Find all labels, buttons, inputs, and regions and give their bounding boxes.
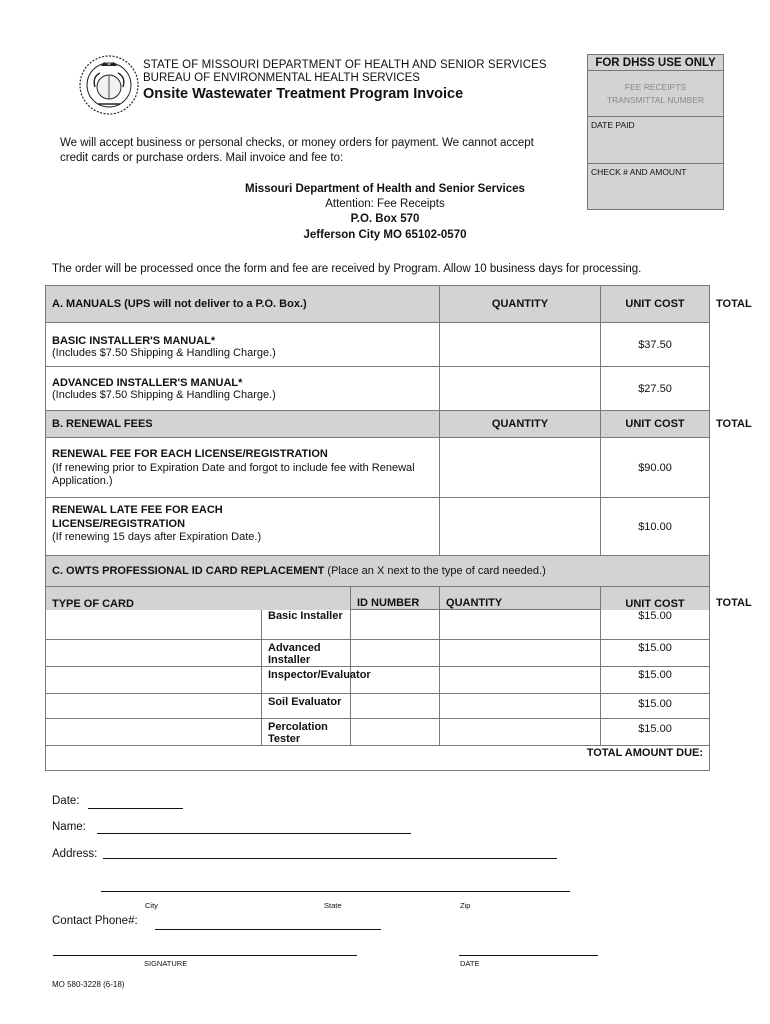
payment-instructions: We will accept business or personal checks, or money orders for payment. We cannot accept credit cards or purchase orders. Mail invoice and fee to: xyxy=(60,137,534,164)
signature-date-label: DATE xyxy=(460,959,480,968)
missouri-seal-icon xyxy=(78,54,140,116)
check-amount-label: CHECK # AND AMOUNT xyxy=(591,167,687,177)
fee-receipts-label: FEE RECEIPTS xyxy=(624,82,687,92)
unit-cost: $15.00 xyxy=(601,610,710,640)
card-row xyxy=(46,610,710,640)
card-type-label: Advanced Installer xyxy=(262,640,351,667)
section-b-header: B. RENEWAL FEES QUANTITY UNIT COST TOTAL xyxy=(46,411,710,438)
item-note: (If renewing prior to Expiration Date and forgot to include fee with Renewal Application.) xyxy=(52,461,415,487)
unit-cost: $15.00 xyxy=(601,667,710,694)
unit-cost: $37.50 xyxy=(601,323,710,367)
section-a-header: A. MANUALS (UPS will not deliver to a P.O. Box.) QUANTITY UNIT COST TOTAL xyxy=(46,286,710,323)
signature-date-field[interactable] xyxy=(459,955,598,956)
bureau-name: BUREAU OF ENVIRONMENTAL HEALTH SERVICES xyxy=(143,72,420,84)
unit-cost: $15.00 xyxy=(601,640,710,667)
item-name: BASIC INSTALLER'S MANUAL* xyxy=(52,335,216,347)
col-quantity: QUANTITY xyxy=(440,587,601,610)
section-c-columns: TYPE OF CARD ID NUMBER QUANTITY UNIT COST TOTAL xyxy=(46,587,710,610)
card-checkbox[interactable] xyxy=(46,719,262,746)
invoice-title: Onsite Wastewater Treatment Program Invoice xyxy=(143,86,464,102)
dhss-box-title: FOR DHSS USE ONLY xyxy=(588,55,723,71)
item-basic-manual xyxy=(46,323,440,367)
signature-label: SIGNATURE xyxy=(144,959,188,968)
signature-field[interactable] xyxy=(53,955,357,956)
unit-cost: $10.00 xyxy=(601,498,710,556)
item-name: RENEWAL FEE FOR EACH LICENSE/REGISTRATION xyxy=(52,448,328,460)
processing-note: The order will be processed once the form and fee are received by Program. Allow 10 business days for processing. xyxy=(52,263,642,275)
section-a-title: A. MANUALS (UPS will not deliver to a P.O. Box.) xyxy=(46,286,440,323)
card-type-label: Inspector/Evaluator xyxy=(262,667,351,694)
date-label: Date: xyxy=(52,795,80,807)
card-type-label: Basic Installer xyxy=(262,610,351,640)
quantity-input[interactable] xyxy=(440,640,601,667)
total-amount-due-label: TOTAL AMOUNT DUE: xyxy=(46,746,710,771)
item-note: (Includes $7.50 Shipping & Handling Charge.) xyxy=(52,389,276,401)
zip-label: Zip xyxy=(460,901,471,910)
section-c-title xyxy=(46,556,710,587)
card-checkbox[interactable] xyxy=(46,640,262,667)
item-renewal-fee xyxy=(46,438,440,498)
col-quantity: QUANTITY xyxy=(440,411,601,438)
state-label: State xyxy=(324,901,342,910)
table-row xyxy=(46,438,710,498)
card-row xyxy=(46,694,710,719)
section-b-title: B. RENEWAL FEES xyxy=(46,411,440,438)
unit-cost: $90.00 xyxy=(601,438,710,498)
section-c-title-note: (Place an X next to the type of card needed.) xyxy=(324,565,546,577)
quantity-input[interactable] xyxy=(440,367,601,411)
id-number-input[interactable] xyxy=(351,719,440,746)
form-number: MO 580-3228 (6-18) xyxy=(52,980,125,989)
card-type-label: Percolation Tester xyxy=(262,719,351,746)
card-type-label: Soil Evaluator xyxy=(262,694,351,719)
id-number-input[interactable] xyxy=(351,694,440,719)
contact-phone-label: Contact Phone#: xyxy=(52,915,138,927)
item-name: ADVANCED INSTALLER'S MANUAL* xyxy=(52,377,243,389)
col-quantity: QUANTITY xyxy=(440,286,601,323)
check-amount-field xyxy=(588,164,723,180)
col-unit-cost: UNIT COST xyxy=(601,411,710,438)
quantity-input[interactable] xyxy=(440,323,601,367)
item-note: (Includes $7.50 Shipping & Handling Charge.) xyxy=(52,347,276,359)
col-unit-cost: UNIT COST xyxy=(601,587,710,610)
unit-cost: $15.00 xyxy=(601,694,710,719)
date-paid-label: DATE PAID xyxy=(591,120,635,130)
card-row xyxy=(46,667,710,694)
transmittal-number-label: TRANSMITTAL NUMBER xyxy=(606,95,705,105)
agency-name: STATE OF MISSOURI DEPARTMENT OF HEALTH AND SENIOR SERVICES xyxy=(143,59,547,71)
section-c-title-text: C. OWTS PROFESSIONAL ID CARD REPLACEMENT xyxy=(52,565,325,577)
card-checkbox[interactable] xyxy=(46,610,262,640)
quantity-input[interactable] xyxy=(440,667,601,694)
item-advanced-manual xyxy=(46,367,440,411)
quantity-input[interactable] xyxy=(440,610,601,640)
mail-org: Missouri Department of Health and Senior Services xyxy=(245,183,525,195)
contact-phone-field[interactable] xyxy=(155,929,381,930)
invoice-table xyxy=(45,285,752,771)
address-field[interactable] xyxy=(103,858,557,859)
quantity-input[interactable] xyxy=(440,719,601,746)
quantity-input[interactable] xyxy=(440,498,601,556)
item-note: (If renewing 15 days after Expiration Date.) xyxy=(52,531,262,543)
col-id-number: ID NUMBER xyxy=(351,587,440,610)
mail-box: P.O. Box 570 xyxy=(350,213,420,225)
mail-attention: Attention: Fee Receipts xyxy=(325,198,445,210)
card-row xyxy=(46,640,710,667)
col-unit-cost: UNIT COST xyxy=(601,286,710,323)
table-row xyxy=(46,323,710,367)
city-label: City xyxy=(145,901,158,910)
total-row xyxy=(46,746,710,771)
fee-receipts-field xyxy=(588,71,723,117)
name-field[interactable] xyxy=(97,833,411,834)
date-field[interactable] xyxy=(88,808,183,809)
city-state-zip-field[interactable] xyxy=(101,891,570,892)
address-label: Address: xyxy=(52,848,98,860)
card-checkbox[interactable] xyxy=(46,667,262,694)
col-type-of-card: TYPE OF CARD xyxy=(46,587,351,610)
item-renewal-late-fee xyxy=(46,498,440,556)
unit-cost: $27.50 xyxy=(601,367,710,411)
date-paid-field xyxy=(588,117,723,164)
quantity-input[interactable] xyxy=(440,438,601,498)
table-row xyxy=(46,498,710,556)
card-row xyxy=(46,719,710,746)
name-label: Name: xyxy=(52,821,86,833)
id-number-input[interactable] xyxy=(351,640,440,667)
id-number-input[interactable] xyxy=(351,610,440,640)
item-name: RENEWAL LATE FEE FOR EACH LICENSE/REGISTRATION xyxy=(52,504,223,530)
table-row xyxy=(46,367,710,411)
mail-city: Jefferson City MO 65102-0570 xyxy=(303,229,467,241)
section-c-header xyxy=(46,556,710,587)
card-checkbox[interactable] xyxy=(46,694,262,719)
unit-cost: $15.00 xyxy=(601,719,710,746)
quantity-input[interactable] xyxy=(440,694,601,719)
